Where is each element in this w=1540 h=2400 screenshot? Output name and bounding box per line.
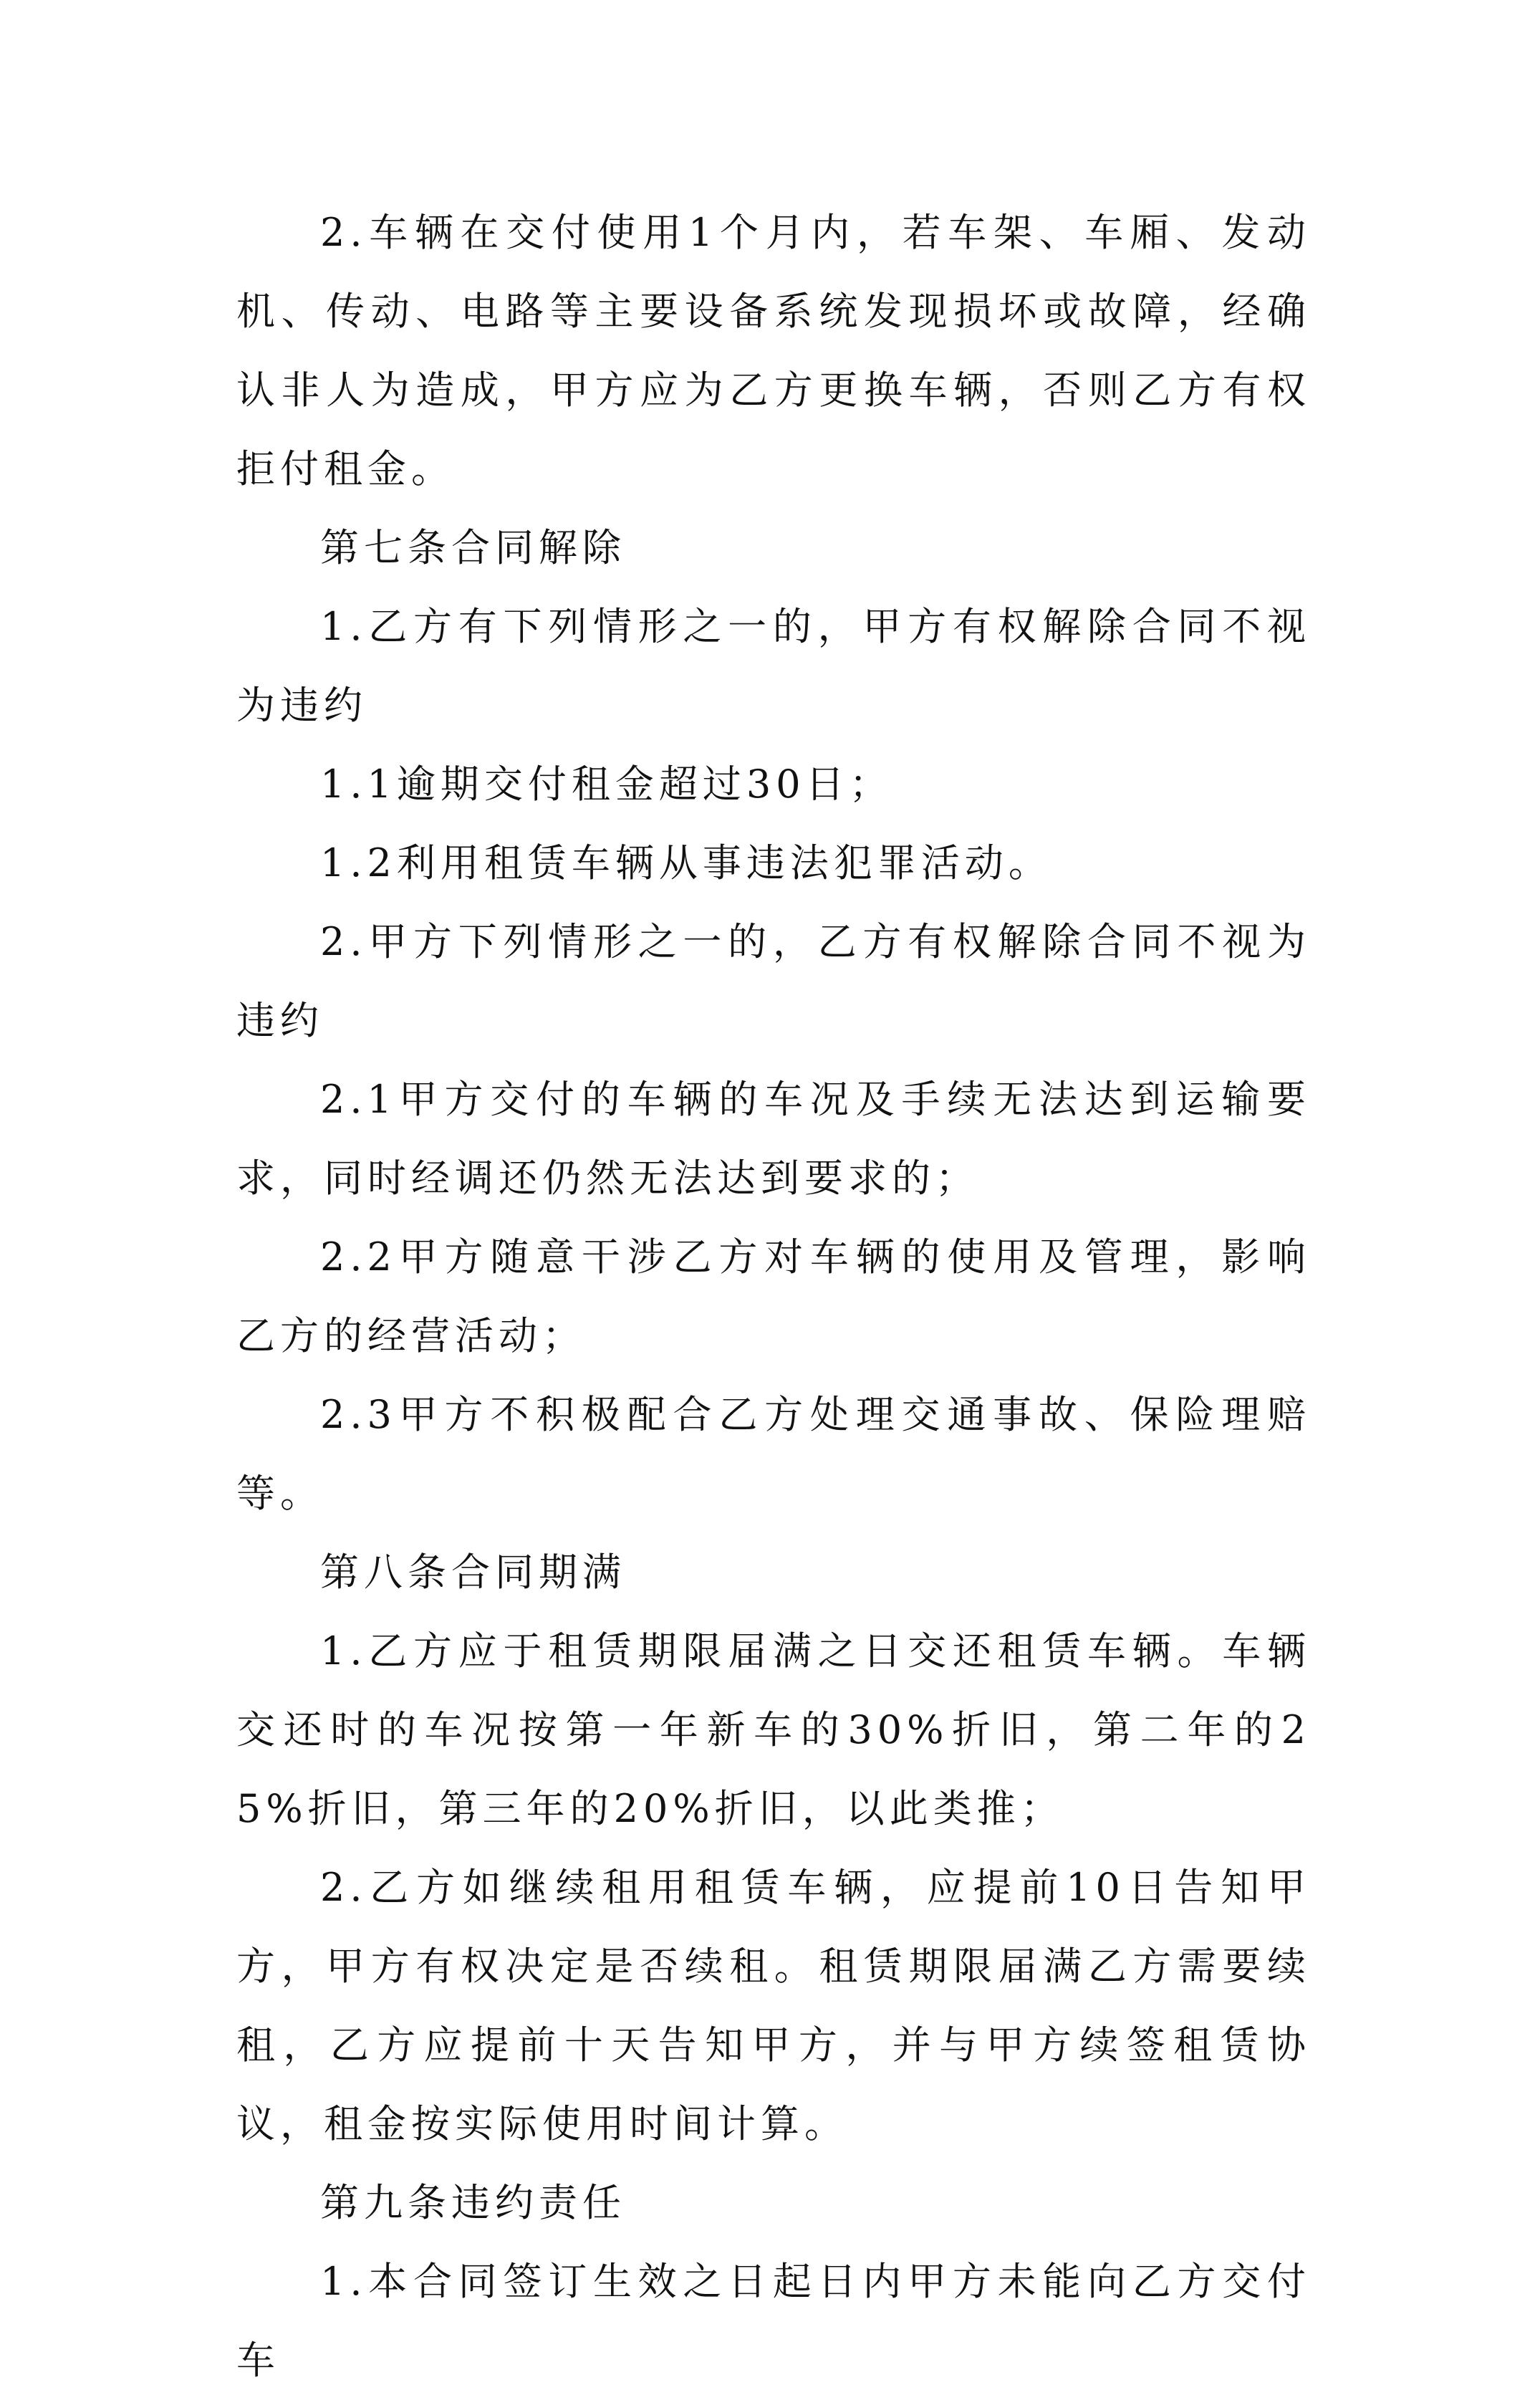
paragraph-lease-renewal: 2.乙方如继续租用租赁车辆，应提前10日告知甲方，甲方有权决定是否续租。租赁期限届满乙方需要续租，乙方应提前十天告知甲方，并与甲方续签租赁协议，租金按实际使用时间计算。	[236, 1865, 1311, 2146]
section-heading-article-9: 第九条违约责任	[320, 2180, 626, 2225]
document-body	[236, 193, 1311, 2400]
paragraph-lessor-termination-rights: 1.乙方有下列情形之一的，甲方有权解除合同不视为违约	[236, 604, 1311, 728]
section-heading-article-8: 第八条合同期满	[320, 1550, 626, 1595]
paragraph-clause-1-2: 1.2利用租赁车辆从事违法犯罪活动。	[320, 840, 1052, 885]
paragraph-lessee-termination-rights: 2.甲方下列情形之一的，乙方有权解除合同不视为违约	[236, 919, 1311, 1043]
paragraph-clause-2-2: 2.2甲方随意干涉乙方对车辆的使用及管理，影响乙方的经营活动；	[236, 1234, 1311, 1358]
paragraph-clause-2-3: 2.3甲方不积极配合乙方处理交通事故、保险理赔等。	[236, 1392, 1311, 1516]
paragraph-vehicle-fault-replacement: 2.车辆在交付使用1个月内，若车架、车厢、发动机、传动、电路等主要设备系统发现损坏或故障，经确认非人为造成，甲方应为乙方更换车辆，否则乙方有权拒付租金。	[236, 210, 1311, 491]
paragraph-clause-1-1: 1.1逾期交付租金超过30日；	[320, 762, 893, 807]
paragraph-vehicle-return-depreciation: 1.乙方应于租赁期限届满之日交还租赁车辆。车辆交还时的车况按第一年新车的30%折旧，第二年的25%折旧，第三年的20%折旧，以此类推；	[236, 1628, 1311, 1831]
paragraph-clause-2-1: 2.1甲方交付的车辆的车况及手续无法达到运输要求，同时经调还仍然无法达到要求的；	[236, 1077, 1311, 1201]
paragraph-breach-liability: 1.本合同签订生效之日起日内甲方未能向乙方交付车	[236, 2259, 1311, 2383]
section-heading-article-7: 第七条合同解除	[320, 525, 626, 570]
